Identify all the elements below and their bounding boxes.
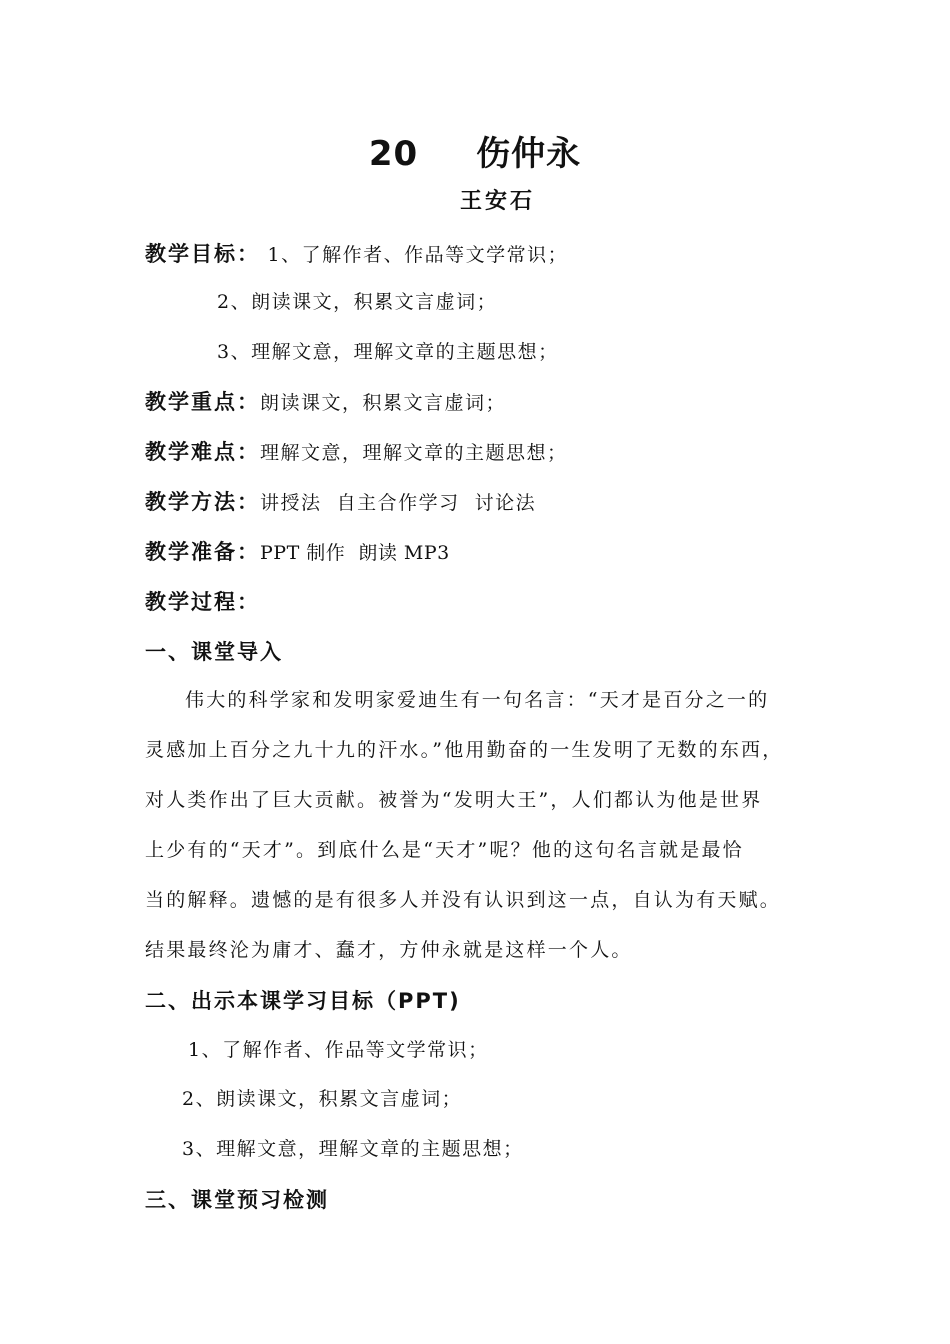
method-row (145, 486, 536, 516)
paragraph-line: 当的解释。遗憾的是有很多人并没有认识到这一点，自认为有天赋。 (145, 889, 782, 911)
objective-list-item: 1、了解作者、作品等文学常识； (188, 1039, 489, 1061)
objectives-label: 教学目标： (145, 242, 260, 266)
key-point-row (145, 386, 506, 416)
paragraph-line: 伟大的科学家和发明家爱迪生有一句名言：“天才是百分之一的 (185, 689, 770, 711)
lesson-number: 20 (368, 134, 419, 174)
method-label: 教学方法： (145, 490, 260, 514)
paragraph-line: 上少有的“天才”。到底什么是“天才”呢？他的这句名言就是最恰 (145, 839, 744, 861)
objective-item: 1、了解作者、作品等文学常识； (267, 244, 569, 266)
key-point-text: 朗读课文，积累文言虚词； (260, 392, 507, 414)
objective-list-item: 3、理解文意，理解文章的主题思想； (182, 1138, 524, 1160)
paragraph-line: 对人类作出了巨大贡献。被誉为“发明大王”，人们都认为他是世界 (145, 789, 763, 811)
author: 王安石 (460, 189, 536, 214)
preparation-label: 教学准备： (145, 540, 260, 564)
objectives-row (145, 238, 568, 268)
preparation-row (145, 536, 450, 566)
lesson-title (0, 126, 950, 175)
method-text: 讲授法 自主合作学习 讨论法 (260, 492, 537, 514)
paragraph-line: 结果最终沦为庸才、蠢才，方仲永就是这样一个人。 (145, 939, 633, 961)
section-heading-preview-check: 三、课堂预习检测 (145, 1188, 329, 1212)
difficulty-row (145, 436, 568, 466)
key-point-label: 教学重点： (145, 390, 260, 414)
difficulty-label: 教学难点： (145, 440, 260, 464)
difficulty-text: 理解文意，理解文章的主题思想； (260, 442, 568, 464)
objective-list-item: 2、朗读课文，积累文言虚词； (182, 1088, 463, 1110)
process-label: 教学过程： (145, 590, 260, 614)
objective-item: 2、朗读课文，积累文言虚词； (217, 291, 498, 313)
objective-item: 3、理解文意，理解文章的主题思想； (217, 341, 559, 363)
lesson-title-text: 伤仲永 (476, 134, 582, 174)
paragraph-line: 灵感加上百分之九十九的汗水。”他用勤奋的一生发明了无数的东西， (145, 739, 784, 761)
preparation-text: PPT 制作 朗读 MP3 (260, 542, 450, 564)
section-heading-objectives: 二、出示本课学习目标（PPT) (145, 989, 461, 1013)
section-heading-intro: 一、课堂导入 (145, 640, 283, 664)
